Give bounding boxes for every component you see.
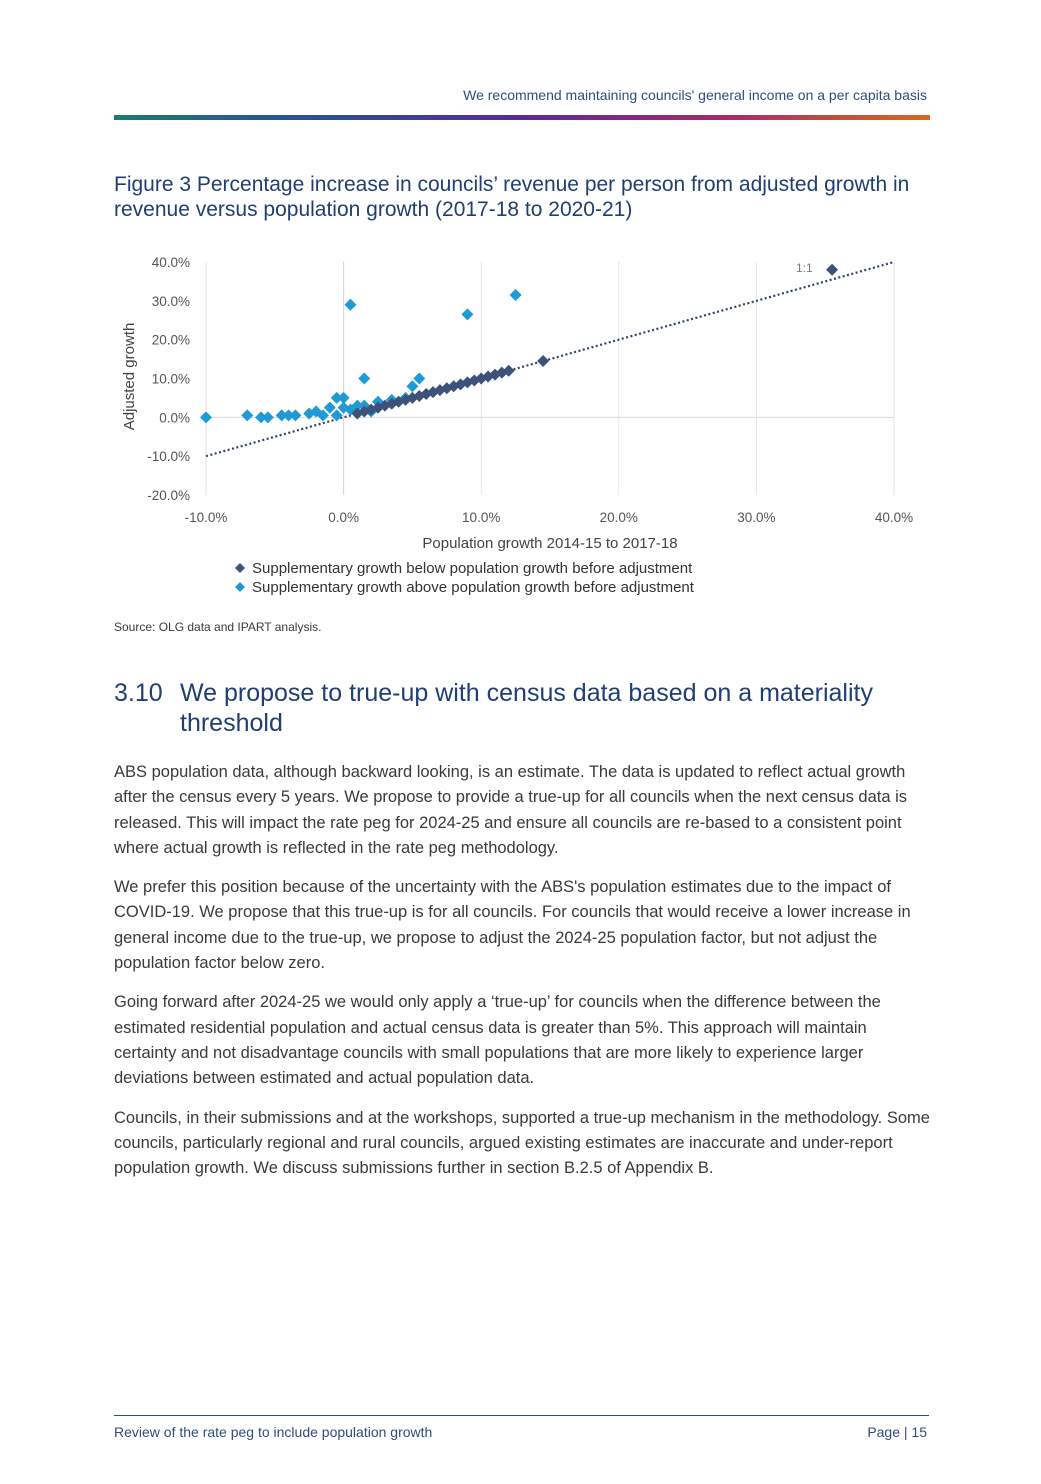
data-point (358, 373, 370, 385)
header-gradient-rule (114, 115, 930, 120)
data-point (344, 299, 356, 311)
y-tick-label: 40.0% (151, 255, 190, 270)
y-tick-label: 20.0% (151, 332, 190, 348)
x-tick-label: -10.0% (184, 510, 228, 525)
page-number: Page | 15 (867, 1424, 927, 1440)
legend-entry: Supplementary growth above population growth before adjustment (252, 579, 694, 596)
data-point (241, 409, 253, 421)
scatter-chart (108, 245, 938, 610)
data-point (406, 380, 418, 392)
running-header: We recommend maintaining councils' general income on a per capita basis (463, 87, 927, 103)
data-point (826, 264, 838, 276)
section-number: 3.10 (114, 679, 163, 707)
footer-rule (114, 1415, 929, 1416)
y-tick-label: 10.0% (151, 371, 190, 387)
body-text (114, 760, 930, 1195)
paragraph: Councils, in their submissions and at the workshops, supported a true-up mechanism in the methodology. Some councils, particularly regional and rural councils, argued existing estimates are inaccurate and under-report population growth. We discuss submissions further in section B.2.5 of Appendix B. (114, 1108, 930, 1178)
x-axis-label: Population growth 2014-15 to 2017-18 (422, 535, 678, 552)
data-point (200, 411, 212, 423)
x-tick-label: 40.0% (874, 510, 914, 525)
data-point (537, 355, 549, 367)
x-tick-label: 30.0% (737, 510, 776, 525)
section-heading (114, 678, 934, 738)
data-point (262, 411, 274, 423)
figure-source: Source: OLG data and IPART analysis. (114, 620, 322, 634)
legend-marker (235, 563, 245, 573)
y-tick-label: -20.0% (147, 488, 190, 503)
legend-marker (235, 582, 245, 592)
paragraph: We prefer this position because of the uncertainty with the ABS's population estimates due to the impact of COVID-19. We propose that this true-up is for all councils. For councils that would receive a lower increase in general income due to the true-up, we propose to adjust the 2024-25 population factor, but not adjust the population factor below zero. (114, 878, 911, 973)
y-tick-label: 30.0% (151, 293, 190, 309)
data-point (413, 373, 425, 385)
data-point (324, 402, 336, 414)
footer-document-title: Review of the rate peg to include population growth (114, 1424, 433, 1440)
data-point (510, 289, 522, 301)
x-tick-label: 0.0% (328, 510, 359, 525)
trendline-label: 1:1 (796, 261, 813, 275)
paragraph: ABS population data, although backward looking, is an estimate. The data is updated to reflect actual growth after the census every 5 years. We propose to provide a true-up for all councils when the next census data is released. This will impact the rate peg for 2024-25 and ensure all councils are re-based to a consistent point where actual growth is reflected in the rate peg methodology. (114, 763, 908, 857)
data-point (289, 409, 301, 421)
legend-entry: Supplementary growth below population growth before adjustment (252, 560, 693, 577)
data-point (461, 308, 473, 320)
y-tick-label: -10.0% (147, 449, 190, 465)
paragraph: Going forward after 2024-25 we would only apply a ‘true-up’ for councils when the difference between the estimated residential population and actual census data is greater than 5%. This approach will maintain certainty and not disadvantage councils with small populations that are more likely to experience larger deviations between estimated and actual population data. (114, 993, 881, 1088)
trendline (206, 262, 894, 456)
y-axis-label: Adjusted growth (121, 322, 138, 431)
section-title: We propose to true-up with census data based on a materiality threshold (180, 679, 873, 737)
figure-title: Figure 3 Percentage increase in councils’ revenue per person from adjusted growth in revenue versus population growth (2017-18 to 2020-21) (114, 173, 910, 221)
x-tick-label: 10.0% (462, 510, 501, 525)
y-tick-label: 0.0% (159, 410, 190, 426)
data-point (338, 392, 350, 404)
x-tick-label: 20.0% (599, 510, 638, 525)
